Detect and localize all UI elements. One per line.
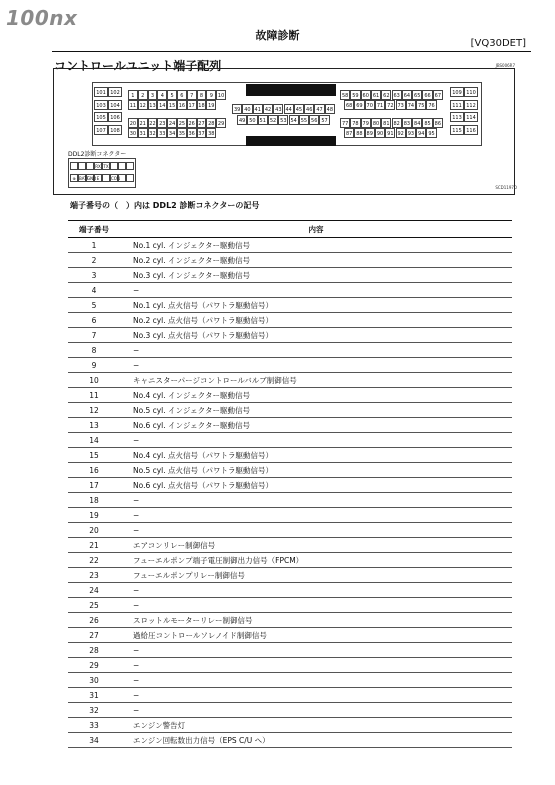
connector-pin: 52 (268, 115, 278, 125)
terminal-number: 1 (68, 238, 120, 253)
connector-pin: 18 (197, 100, 207, 110)
connector-pin: 70 (365, 100, 375, 110)
connector-pin: 110 (464, 87, 478, 97)
terminal-number: 26 (68, 613, 120, 628)
ddl-pin: BATT (79, 176, 89, 181)
connector-pin: 51 (258, 115, 268, 125)
terminal-description: No.4 cyl. インジェクター駆動信号 (120, 388, 512, 403)
terminal-number: 11 (68, 388, 120, 403)
terminal-description: スロットルモーターリレー制御信号 (120, 613, 512, 628)
connector-pin: 26 (187, 118, 197, 128)
table-row (68, 328, 512, 343)
terminal-number: 16 (68, 463, 120, 478)
connector-key-bar (246, 84, 336, 96)
table-row (68, 493, 512, 508)
ddl-pin: E (94, 174, 102, 182)
connector-pin: 57 (319, 115, 329, 125)
terminal-number: 29 (68, 658, 120, 673)
terminal-description: No.1 cyl. インジェクター駆動信号 (120, 238, 512, 253)
ddl-pin: TX (103, 164, 109, 169)
connector-pin: 75 (416, 100, 426, 110)
table-row (68, 448, 512, 463)
terminal-description: No.5 cyl. インジェクター駆動信号 (120, 403, 512, 418)
table-row (68, 373, 512, 388)
connector-pin: 85 (422, 118, 432, 128)
connector-pin: 113 (450, 112, 464, 122)
connector-pin: 42 (263, 104, 273, 114)
connector-pin: 102 (108, 87, 122, 97)
table-row (68, 583, 512, 598)
terminal-description: No.2 cyl. 点火信号（パワトラ駆動信号） (120, 313, 512, 328)
table-row (68, 478, 512, 493)
connector-pin: 80 (371, 118, 381, 128)
terminal-description: − (120, 358, 512, 373)
connector-pin: 95 (426, 128, 436, 138)
ddl-pin (86, 162, 94, 170)
terminal-number: 6 (68, 313, 120, 328)
terminal-description: − (120, 643, 512, 658)
table-row (68, 718, 512, 733)
connector-pin: 74 (406, 100, 416, 110)
figure-code-top: JBS006R7 (495, 63, 515, 68)
terminal-description: − (120, 493, 512, 508)
terminal-description: フューエルポンプ端子電圧制御出力信号（FPCM） (120, 553, 512, 568)
terminal-description: − (120, 433, 512, 448)
connector-pin: 109 (450, 87, 464, 97)
terminal-number: 5 (68, 298, 120, 313)
table-row (68, 358, 512, 373)
ddl-pin: CON (111, 176, 120, 181)
ddl-pin: RX (95, 164, 101, 169)
terminal-description: − (120, 523, 512, 538)
connector-pin: 62 (381, 90, 391, 100)
connector-pin: 28 (206, 118, 216, 128)
connector-pin: 73 (396, 100, 406, 110)
terminal-description: No.6 cyl. インジェクター駆動信号 (120, 418, 512, 433)
connector-pin: 23 (157, 118, 167, 128)
connector-pin: 76 (426, 100, 436, 110)
connector-pin: 35 (177, 128, 187, 138)
connector-pin: 10 (216, 90, 226, 100)
table-row (68, 523, 512, 538)
table-row (68, 643, 512, 658)
connector-pin: 89 (365, 128, 375, 138)
connector-pin: 79 (361, 118, 371, 128)
connector-pin: 15 (167, 100, 177, 110)
terminal-description: 過給圧コントロールソレノイド制御信号 (120, 628, 512, 643)
connector-pin: 30 (128, 128, 138, 138)
connector-pin: 94 (416, 128, 426, 138)
section-title: コントロールユニット端子配列 (54, 59, 222, 73)
table-row (68, 418, 512, 433)
terminal-number: 24 (68, 583, 120, 598)
connector-pin: 58 (340, 90, 350, 100)
ddl-pin (70, 162, 78, 170)
terminal-number: 13 (68, 418, 120, 433)
terminal-description: No.4 cyl. 点火信号（パワトラ駆動信号） (120, 448, 512, 463)
connector-pin: 92 (396, 128, 406, 138)
terminal-number: 4 (68, 283, 120, 298)
connector-pin: 6 (177, 90, 187, 100)
terminal-description: エンジン回転数出力信号（EPS C/U へ） (120, 733, 512, 748)
table-row (68, 733, 512, 748)
connector-pin: 19 (206, 100, 216, 110)
connector-pin: 34 (167, 128, 177, 138)
ddl-pin (118, 174, 126, 182)
connector-pin: 114 (464, 112, 478, 122)
terminal-number: 23 (68, 568, 120, 583)
connector-pin: 36 (187, 128, 197, 138)
table-row (68, 613, 512, 628)
terminal-number: 20 (68, 523, 120, 538)
column-header-terminal: 端子番号 (68, 221, 120, 238)
connector-pin: 81 (381, 118, 391, 128)
connector-pin: 82 (392, 118, 402, 128)
terminal-description: エンジン警告灯 (120, 718, 512, 733)
terminal-description: No.3 cyl. インジェクター駆動信号 (120, 268, 512, 283)
connector-pin: 84 (412, 118, 422, 128)
connector-pin: 66 (422, 90, 432, 100)
connector-pin: 106 (108, 112, 122, 122)
table-row (68, 463, 512, 478)
table-row (68, 568, 512, 583)
connector-pin: 24 (167, 118, 177, 128)
connector-pin: 48 (325, 104, 335, 114)
terminal-number: 3 (68, 268, 120, 283)
connector-pin: 39 (232, 104, 242, 114)
terminal-number: 12 (68, 403, 120, 418)
terminal-number: 34 (68, 733, 120, 748)
table-row (68, 253, 512, 268)
connector-pin: 101 (94, 87, 108, 97)
terminal-description: − (120, 598, 512, 613)
connector-pin: 65 (412, 90, 422, 100)
connector-pin: 49 (237, 115, 247, 125)
connector-pin: 53 (278, 115, 288, 125)
ddl-pin: ⊕ (70, 174, 78, 182)
terminal-description: No.3 cyl. 点火信号（パワトラ駆動信号） (120, 328, 512, 343)
connector-pin: 103 (94, 100, 108, 110)
connector-pin: 64 (402, 90, 412, 100)
connector-pin: 27 (197, 118, 207, 128)
ddl-note: 端子番号の（ ）内は DDL2 診断コネクターの記号 (70, 201, 260, 210)
terminal-description: − (120, 703, 512, 718)
terminal-description: フューエルポンプリレー制御信号 (120, 568, 512, 583)
connector-pin: 2 (138, 90, 148, 100)
ddl-pin (118, 162, 126, 170)
table-row (68, 433, 512, 448)
table-row (68, 268, 512, 283)
connector-pin: 115 (450, 125, 464, 135)
terminal-number: 28 (68, 643, 120, 658)
table-row (68, 538, 512, 553)
ddl-pin (110, 162, 118, 170)
engine-model-label: [VQ30DET] (470, 38, 526, 49)
terminal-number: 14 (68, 433, 120, 448)
table-row (68, 598, 512, 613)
connector-pin: 40 (242, 104, 252, 114)
connector-pin: 50 (247, 115, 257, 125)
page-title: 故障診断 (255, 29, 300, 42)
connector-pin: 72 (385, 100, 395, 110)
connector-pin: 45 (294, 104, 304, 114)
ddl-pin (102, 174, 110, 182)
connector-pin: 33 (157, 128, 167, 138)
connector-pin: 17 (187, 100, 197, 110)
column-header-description: 内容 (120, 221, 512, 238)
connector-pin: 93 (406, 128, 416, 138)
connector-pin: 13 (148, 100, 158, 110)
connector-pin: 88 (354, 128, 364, 138)
connector-pin: 14 (157, 100, 167, 110)
connector-pin: 4 (157, 90, 167, 100)
terminal-number: 8 (68, 343, 120, 358)
terminal-number: 10 (68, 373, 120, 388)
table-row (68, 553, 512, 568)
table-row (68, 283, 512, 298)
table-row (68, 673, 512, 688)
terminal-table (68, 220, 512, 748)
connector-pin: 46 (304, 104, 314, 114)
connector-pin: 9 (206, 90, 216, 100)
connector-pin: 38 (206, 128, 216, 138)
terminal-number: 19 (68, 508, 120, 523)
connector-pin: 59 (350, 90, 360, 100)
header-divider (52, 51, 531, 52)
terminal-description: No.1 cyl. 点火信号（パワトラ駆動信号） (120, 298, 512, 313)
terminal-description: − (120, 343, 512, 358)
connector-pin: 3 (148, 90, 158, 100)
terminal-description: − (120, 658, 512, 673)
table-row (68, 628, 512, 643)
connector-key-bar (246, 136, 336, 146)
connector-pin: 91 (385, 128, 395, 138)
connector-pin: 87 (344, 128, 354, 138)
connector-pin: 55 (299, 115, 309, 125)
connector-pin: 111 (450, 100, 464, 110)
terminal-number: 7 (68, 328, 120, 343)
terminal-number: 22 (68, 553, 120, 568)
connector-pin: 86 (433, 118, 443, 128)
table-row (68, 688, 512, 703)
table-row (68, 298, 512, 313)
ddl-pin (126, 174, 134, 182)
terminal-number: 31 (68, 688, 120, 703)
connector-pin: 71 (375, 100, 385, 110)
connector-pin: 90 (375, 128, 385, 138)
terminal-number: 33 (68, 718, 120, 733)
connector-pin: 47 (314, 104, 324, 114)
terminal-description: − (120, 673, 512, 688)
terminal-number: 18 (68, 493, 120, 508)
connector-pin: 104 (108, 100, 122, 110)
table-row (68, 658, 512, 673)
connector-pin: 83 (402, 118, 412, 128)
connector-pin: 68 (344, 100, 354, 110)
terminal-number: 32 (68, 703, 120, 718)
terminal-description: キャニスターパージコントロールバルブ制御信号 (120, 373, 512, 388)
ddl-pin (126, 162, 134, 170)
connector-pin: 61 (371, 90, 381, 100)
terminal-description: − (120, 283, 512, 298)
table-header-row (68, 221, 512, 238)
connector-pin: 31 (138, 128, 148, 138)
table-row (68, 403, 512, 418)
connector-pin: 67 (433, 90, 443, 100)
table-row (68, 508, 512, 523)
connector-pin: 29 (216, 118, 226, 128)
connector-pin: 16 (177, 100, 187, 110)
connector-pin: 21 (138, 118, 148, 128)
connector-pin: 12 (138, 100, 148, 110)
connector-pin: 56 (309, 115, 319, 125)
terminal-number: 30 (68, 673, 120, 688)
connector-pin: 60 (361, 90, 371, 100)
terminal-number: 15 (68, 448, 120, 463)
connector-pin: 107 (94, 125, 108, 135)
terminal-description: No.5 cyl. 点火信号（パワトラ駆動信号） (120, 463, 512, 478)
connector-pin: 43 (273, 104, 283, 114)
connector-pin: 41 (253, 104, 263, 114)
connector-pin: 20 (128, 118, 138, 128)
connector-pin: 69 (354, 100, 364, 110)
terminal-number: 2 (68, 253, 120, 268)
ddl-pin: GND (87, 176, 97, 181)
table-row (68, 238, 512, 253)
terminal-description: エアコンリレー制御信号 (120, 538, 512, 553)
terminal-description: No.6 cyl. 点火信号（パワトラ駆動信号） (120, 478, 512, 493)
table-row (68, 343, 512, 358)
ddl-connector-title: DDL2診断コネクター (68, 151, 127, 158)
terminal-number: 25 (68, 598, 120, 613)
watermark: 100nx (6, 6, 78, 30)
connector-pin: 108 (108, 125, 122, 135)
terminal-number: 9 (68, 358, 120, 373)
figure-code-bottom: SCD1197D (495, 185, 517, 190)
terminal-number: 21 (68, 538, 120, 553)
connector-pin: 77 (340, 118, 350, 128)
connector-pin: 105 (94, 112, 108, 122)
connector-pin: 44 (284, 104, 294, 114)
terminal-number: 27 (68, 628, 120, 643)
connector-pin: 112 (464, 100, 478, 110)
connector-pin: 11 (128, 100, 138, 110)
connector-pin: 54 (289, 115, 299, 125)
connector-pin: 25 (177, 118, 187, 128)
connector-pin: 116 (464, 125, 478, 135)
terminal-description: No.2 cyl. インジェクター駆動信号 (120, 253, 512, 268)
connector-pin: 1 (128, 90, 138, 100)
connector-pin: 8 (197, 90, 207, 100)
connector-pin: 5 (167, 90, 177, 100)
terminal-description: − (120, 688, 512, 703)
connector-pin: 78 (350, 118, 360, 128)
ddl-pin (78, 162, 86, 170)
connector-pin: 7 (187, 90, 197, 100)
terminal-description: − (120, 508, 512, 523)
table-row (68, 313, 512, 328)
connector-pin: 37 (197, 128, 207, 138)
table-row (68, 388, 512, 403)
connector-pin: 63 (392, 90, 402, 100)
terminal-number: 17 (68, 478, 120, 493)
terminal-description: − (120, 583, 512, 598)
connector-pin: 22 (148, 118, 158, 128)
connector-pin: 32 (148, 128, 158, 138)
table-row (68, 703, 512, 718)
